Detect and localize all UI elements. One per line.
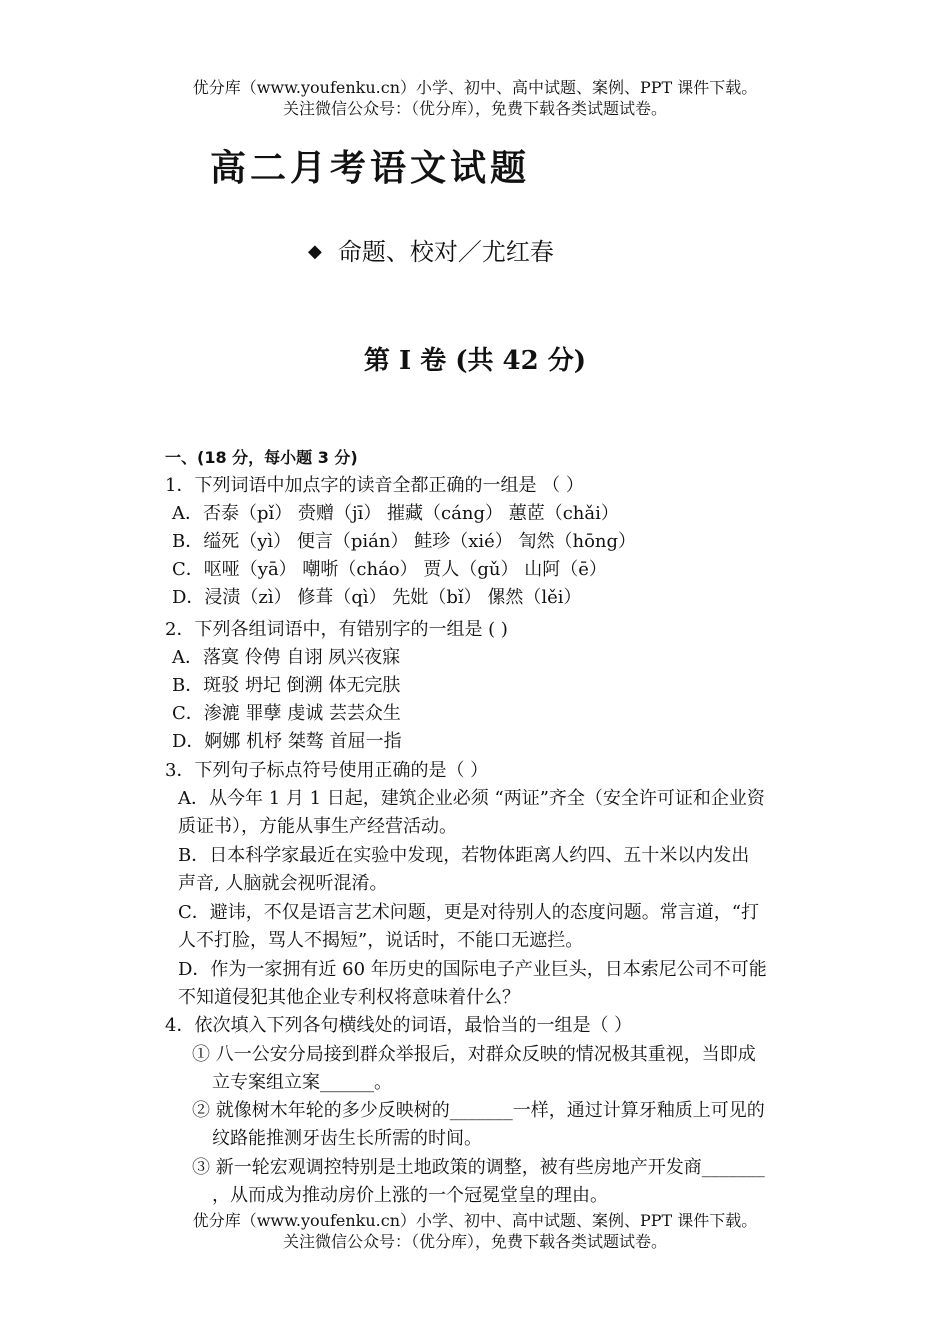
question-3-option-b: B．日本科学家最近在实验中发现，若物体距离人约四、五十米以内发出 xyxy=(178,845,750,866)
footer-line-1: 优分库（www.youfenku.cn）小学、初中、高中试题、案例、PPT 课件下载。 xyxy=(192,1211,758,1230)
byline xyxy=(308,232,554,267)
question-2-option-d: D．婀娜 机杼 桀骜 首屈一指 xyxy=(172,731,402,752)
question-1-option-c: C．呕哑（yā） 嘲哳（cháo） 贾人（gǔ） 山阿（ē） xyxy=(172,559,607,580)
question-4-stem: 4．依次填入下列各句横线处的词语，最恰当的一组是（ ） xyxy=(165,1015,633,1036)
question-2-option-c: C．渗漉 罪孽 虔诚 芸芸众生 xyxy=(172,703,401,724)
question-3-option-a: A．从今年 1 月 1 日起，建筑企业必须 “两证”齐全（安全许可证和企业资 xyxy=(178,788,765,809)
question-4-sentence-1: ① 八一公安分局接到群众举报后，对群众反映的情况极其重视，当即成 xyxy=(192,1044,756,1065)
section-heading: 一、(18 分，每小题 3 分) xyxy=(165,448,358,467)
question-3-option-d: D．作为一家拥有近 60 年历史的国际电子产业巨头，日本索尼公司不可能 xyxy=(178,959,767,980)
volume-heading: 第 I 卷 (共 42 分) xyxy=(363,346,587,376)
question-1-option-b: B．缢死（yì） 便言（pián） 鲑珍（xié） 訇然（hōng） xyxy=(172,531,637,552)
question-4-sentence-3-cont: ，从而成为推动房价上涨的一个冠冕堂皇的理由。 xyxy=(212,1185,608,1206)
question-3-option-d-cont: 不知道侵犯其他企业专利权将意味着什么？ xyxy=(178,987,520,1008)
question-2-stem: 2．下列各组词语中，有错别字的一组是 ( ) xyxy=(165,619,508,640)
byline-text: 命题、校对／尤红春 xyxy=(337,238,554,266)
question-2-option-b: B．斑驳 坍圮 倒溯 体无完肤 xyxy=(172,675,401,696)
question-4-sentence-3: ③ 新一轮宏观调控特别是土地政策的调整，被有些房地产开发商_______ xyxy=(192,1157,765,1178)
question-1-option-a: A．否泰（pǐ） 赍赠（jī） 摧藏（cáng） 蕙茝（chǎi） xyxy=(172,503,619,524)
question-1-stem: 1．下列词语中加点字的读音全都正确的一组是 （ ） xyxy=(165,475,584,496)
question-3-option-a-cont: 质证书），方能从事生产经营活动。 xyxy=(178,816,457,837)
question-1-option-d: D．浸渍（zì） 修葺（qì） 先妣（bǐ） 傫然（lěi） xyxy=(172,587,582,608)
question-2-option-a: A．落寞 伶俜 自诩 夙兴夜寐 xyxy=(172,647,401,668)
page-title: 高二月考语文试题 xyxy=(210,148,531,189)
header-line-1: 优分库（www.youfenku.cn）小学、初中、高中试题、案例、PPT 课件下载。 xyxy=(192,78,758,97)
question-3-stem: 3．下列句子标点符号使用正确的是（ ） xyxy=(165,760,489,781)
diamond-icon: ◆ xyxy=(308,241,322,262)
question-4-sentence-1-cont: 立专案组立案______。 xyxy=(212,1072,392,1093)
header-line-2: 关注微信公众号：（优分库），免费下载各类试题试卷。 xyxy=(282,99,667,118)
question-4-sentence-2: ② 就像树木年轮的多少反映树的_______一样，通过计算牙釉质上可见的 xyxy=(192,1100,765,1121)
question-3-option-c-cont: 人不打脸，骂人不揭短”，说话时，不能口无遮拦。 xyxy=(178,930,584,951)
footer-line-2: 关注微信公众号：（优分库），免费下载各类试题试卷。 xyxy=(282,1232,667,1251)
question-3-option-c: C．避讳，不仅是语言艺术问题，更是对待别人的态度问题。常言道，“打 xyxy=(178,902,759,923)
question-4-sentence-2-cont: 纹路能推测牙齿生长所需的时间。 xyxy=(212,1128,482,1149)
question-3-option-b-cont: 声音, 人脑就会视听混淆。 xyxy=(178,873,388,894)
